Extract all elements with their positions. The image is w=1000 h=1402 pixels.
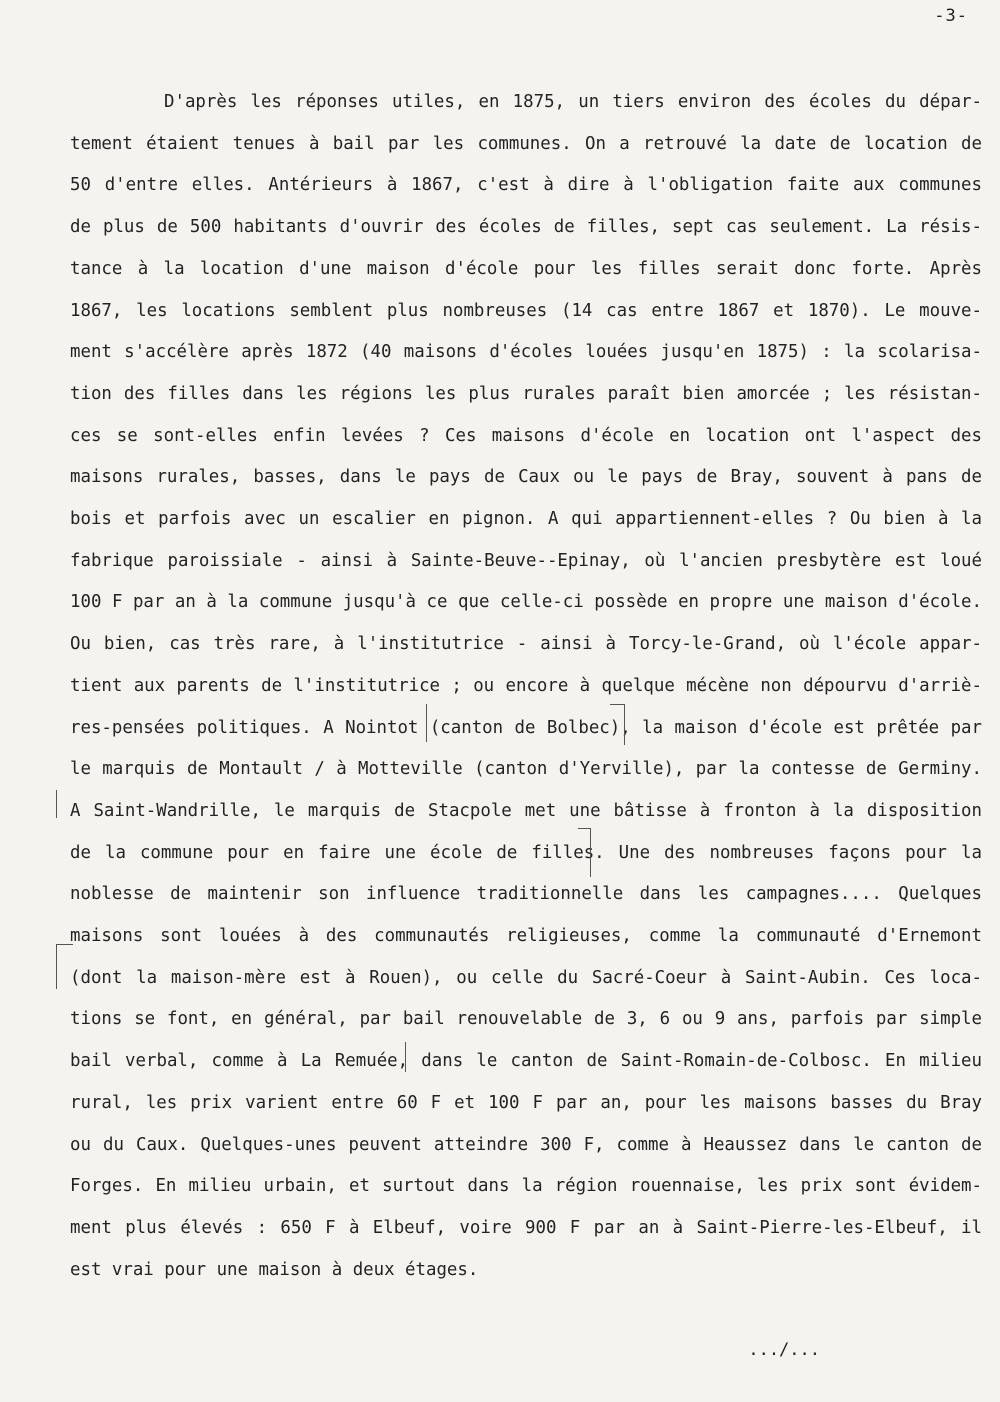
handwritten-bracket-mark (56, 944, 73, 989)
text-line: tions se font, en général, par bail renouvelable de 3, 6 ou 9 ans, parfois par simple (70, 1009, 982, 1030)
text-line: res-pensées politiques. A Nointot (canton de Bolbec), la maison d'école est prêtée par (70, 717, 982, 738)
text-line: noblesse de maintenir son influence traditionnelle dans les campagnes.... Quelques (70, 884, 982, 905)
text-line: tance à la location d'une maison d'école pour les filles serait donc forte. Après (70, 258, 982, 279)
text-line: ment plus élevés : 650 F à Elbeuf, voire 900 F par an à Saint-Pierre-les-Elbeuf, il (70, 1217, 982, 1238)
text-line: 50 d'entre elles. Antérieurs à 1867, c'est à dire à l'obligation faite aux communes (70, 175, 982, 196)
text-line: tion des filles dans les régions les plus rurales paraît bien amorcée ; les résistan- (70, 383, 982, 404)
text-line: 1867, les locations semblent plus nombreuses (14 cas entre 1867 et 1870). Le mouve- (70, 300, 982, 321)
text-line: ment s'accélère après 1872 (40 maisons d'écoles louées jusqu'en 1875) : la scolarisa- (70, 342, 982, 363)
text-line: A Saint-Wandrille, le marquis de Stacpole met une bâtisse à fronton à la disposition (70, 800, 982, 821)
text-line: est vrai pour une maison à deux étages. (70, 1259, 479, 1280)
text-line: ou du Caux. Quelques-unes peuvent atteindre 300 F, comme à Heaussez dans le canton de (70, 1134, 982, 1155)
page-number: -3- (934, 6, 968, 26)
text-line: (dont la maison-mère est à Rouen), ou celle du Sacré-Coeur à Saint-Aubin. Ces loca- (70, 967, 982, 988)
handwritten-bracket-mark (405, 1042, 416, 1072)
text-line: ces se sont-elles enfin levées ? Ces maisons d'école en location ont l'aspect des (70, 425, 982, 446)
text-line: bois et parfois avec un escalier en pignon. A qui appartiennent-elles ? Ou bien à la (70, 509, 982, 530)
text-line: 100 F par an à la commune jusqu'à ce que celle-ci possède en propre une maison d'école. (70, 592, 982, 613)
handwritten-bracket-mark (56, 790, 67, 818)
text-line: Ou bien, cas très rare, à l'institutrice - ainsi à Torcy-le-Grand, où l'école appar- (70, 634, 982, 655)
text-line: de la commune pour en faire une école de filles. Une des nombreuses façons pour la (70, 842, 982, 863)
handwritten-bracket-mark (578, 828, 591, 877)
handwritten-bracket-mark (426, 704, 437, 742)
continuation-marker: .../... (748, 1340, 820, 1360)
handwritten-bracket-mark (610, 704, 625, 745)
text-line: D'après les réponses utiles, en 1875, un tiers environ des écoles du dépar- (164, 92, 982, 112)
text-line: tient aux parents de l'institutrice ; ou encore à quelque mécène non dépourvu d'arriè- (70, 675, 982, 696)
text-line: tement étaient tenues à bail par les communes. On a retrouvé la date de location de (70, 133, 982, 154)
text-line: rural, les prix varient entre 60 F et 100 F par an, pour les maisons basses du Bray (70, 1092, 982, 1113)
text-line: maisons sont louées à des communautés religieuses, comme la communauté d'Ernemont (70, 926, 982, 947)
text-line: fabrique paroissiale - ainsi à Sainte-Beuve--Epinay, où l'ancien presbytère est loué (70, 550, 982, 571)
text-line: maisons rurales, basses, dans le pays de Caux ou le pays de Bray, souvent à pans de (70, 467, 982, 488)
text-line: Forges. En milieu urbain, et surtout dans la région rouennaise, les prix sont évidem- (70, 1176, 982, 1197)
text-line: de plus de 500 habitants d'ouvrir des écoles de filles, sept cas seulement. La résis- (70, 217, 982, 238)
text-line: bail verbal, comme à La Remuée, dans le canton de Saint-Romain-de-Colbosc. En milieu (70, 1051, 982, 1072)
main-paragraph (70, 82, 982, 1291)
text-line: le marquis de Montault / à Motteville (canton d'Yerville), par la contesse de Germiny. (70, 759, 982, 780)
